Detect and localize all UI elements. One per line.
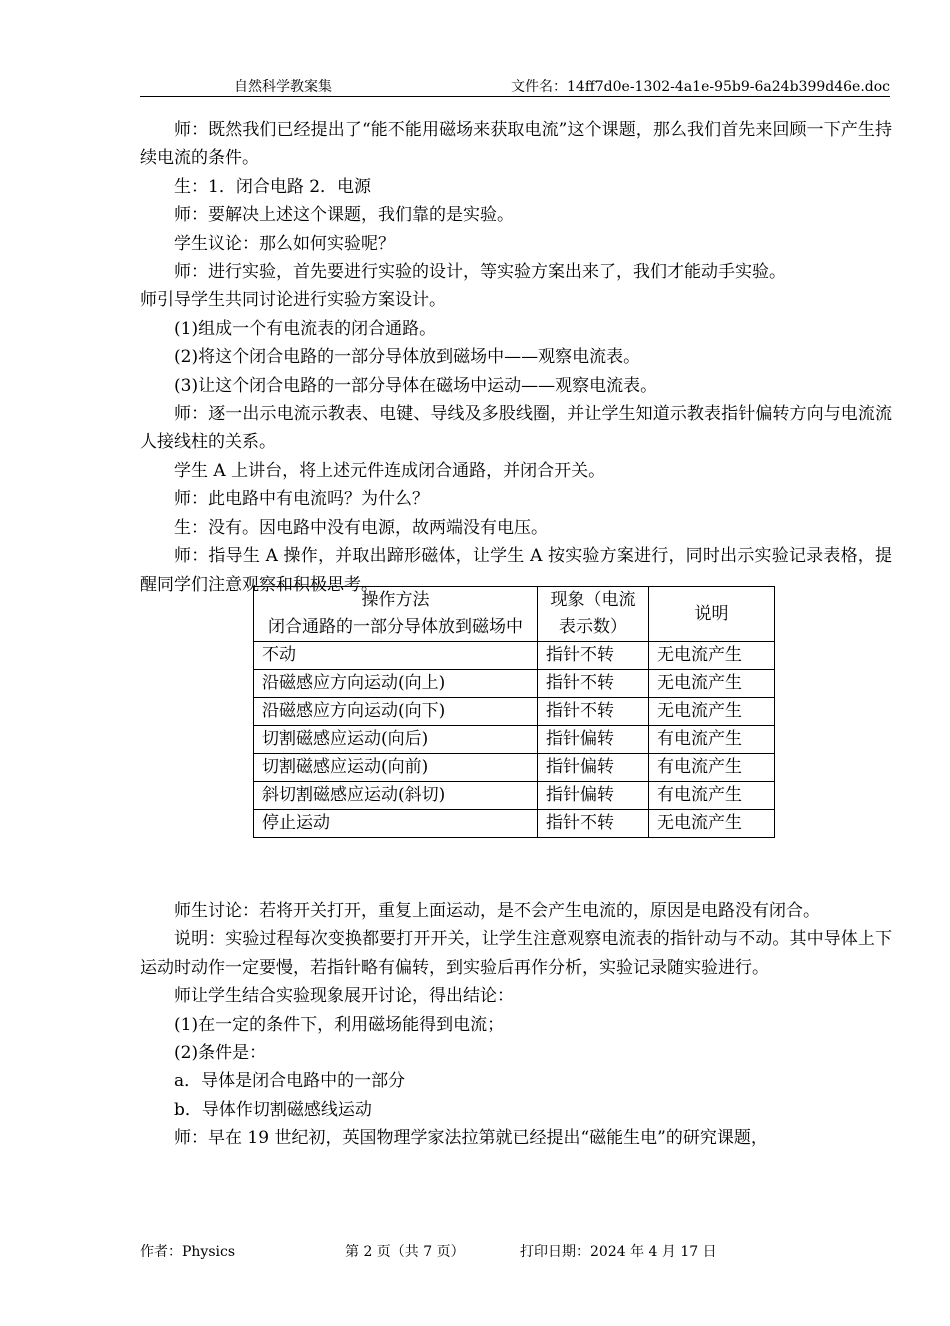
phenomenon-cell: 指针偏转 <box>538 754 649 782</box>
header-collection-title: 自然科学教案集 <box>234 79 332 95</box>
paragraph: 师：要解决上述这个课题，我们靠的是实验。 <box>174 205 514 226</box>
table-row <box>254 754 775 782</box>
phenomenon-cell: 指针偏转 <box>538 782 649 810</box>
paragraph: 学生议论：那么如何实验呢？ <box>174 233 395 254</box>
header-method-cell <box>254 587 538 642</box>
header-phenomenon: 现象（电流表示数） <box>538 587 649 642</box>
paragraph: 师：逐一出示电流示教表、电键、导线及多股线圈，并让学生知道示教表指针偏转方向与电流流人接线柱的关系。 <box>140 404 892 453</box>
document-body-continued <box>140 897 892 1153</box>
phenomenon-cell: 指针不转 <box>538 698 649 726</box>
phenomenon-cell: 指针不转 <box>538 810 649 838</box>
method-cell: 切割磁感应运动(向后) <box>254 726 538 754</box>
table-row <box>254 670 775 698</box>
header-filename: 文件名：14ff7d0e-1302-4a1e-95b9-6a24b399d46e.doc <box>511 79 890 95</box>
note-cell: 无电流产生 <box>649 698 775 726</box>
experiment-record-table <box>253 586 775 838</box>
paragraph: (1)在一定的条件下，利用磁场能得到电流； <box>174 1014 505 1035</box>
paragraph: 师：早在 19 世纪初，英国物理学家法拉第就已经提出“磁能生电”的研究课题， <box>174 1128 768 1149</box>
footer-print-date: 打印日期：2024 年 4 月 17 日 <box>520 1244 717 1260</box>
phenomenon-cell: 指针不转 <box>538 642 649 670</box>
table-row <box>254 726 775 754</box>
table-row <box>254 642 775 670</box>
table-header-row <box>254 587 775 642</box>
footer-page-number: 第 2 页（共 7 页） <box>345 1244 465 1260</box>
paragraph: b．导体作切割磁感线运动 <box>174 1099 372 1120</box>
method-cell: 不动 <box>254 642 538 670</box>
paragraph: 学生 A 上讲台，将上述元件连成闭合通路，并闭合开关。 <box>174 460 606 481</box>
table-row <box>254 810 775 838</box>
paragraph: (2)将这个闭合电路的一部分导体放到磁场中——观察电流表。 <box>174 347 641 368</box>
note-cell: 无电流产生 <box>649 810 775 838</box>
page-header <box>140 72 890 97</box>
paragraph: 师让学生结合实验现象展开讨论，得出结论： <box>174 986 514 1007</box>
note-cell: 无电流产生 <box>649 642 775 670</box>
paragraph: 生：没有。因电路中没有电源，故两端没有电压。 <box>174 517 548 538</box>
note-cell: 有电流产生 <box>649 726 775 754</box>
method-cell: 沿磁感应方向运动(向下) <box>254 698 538 726</box>
paragraph: 生：1．闭合电路 2．电源 <box>174 176 372 197</box>
paragraph: 师生讨论：若将开关打开，重复上面运动，是不会产生电流的，原因是电路没有闭合。 <box>174 901 820 921</box>
paragraph: 师：此电路中有电流吗？为什么？ <box>174 489 429 510</box>
paragraph: 师：进行实验，首先要进行实验的设计，等实验方案出来了，我们才能动手实验。 <box>174 262 786 283</box>
table-row <box>254 782 775 810</box>
phenomenon-cell: 指针偏转 <box>538 726 649 754</box>
phenomenon-cell: 指针不转 <box>538 670 649 698</box>
paragraph: 师：指导生 A 操作，并取出蹄形磁体，让学生 A 按实验方案进行，同时出示实验记录表格，提醒同学们注意观察和积极思考。 <box>140 546 892 595</box>
paragraph: (1)组成一个有电流表的闭合通路。 <box>174 318 437 339</box>
paragraph: a．导体是闭合电路中的一部分 <box>174 1071 406 1092</box>
header-method-subtitle: 闭合通路的一部分导体放到磁场中 <box>268 617 523 637</box>
method-cell: 停止运动 <box>254 810 538 838</box>
method-cell: 切割磁感应运动(向前) <box>254 754 538 782</box>
document-body <box>140 116 892 599</box>
header-method-title: 操作方法 <box>361 590 430 610</box>
table-row <box>254 698 775 726</box>
note-cell: 无电流产生 <box>649 670 775 698</box>
note-cell: 有电流产生 <box>649 754 775 782</box>
method-cell: 沿磁感应方向运动(向上) <box>254 670 538 698</box>
paragraph: 师：既然我们已经提出了“能不能用磁场来获取电流”这个课题，那么我们首先来回顾一下产生持续电流的条件。 <box>140 120 892 169</box>
paragraph: (3)让这个闭合电路的一部分导体在磁场中运动——观察电流表。 <box>174 375 658 396</box>
method-cell: 斜切割磁感应运动(斜切) <box>254 782 538 810</box>
paragraph: 说明：实验过程每次变换都要打开开关，让学生注意观察电流表的指针动与不动。其中导体上下运动时动作一定要慢，若指针略有偏转，到实验后再作分析，实验记录随实验进行。 <box>140 929 892 978</box>
paragraph: 师引导学生共同讨论进行实验方案设计。 <box>140 290 446 311</box>
note-cell: 有电流产生 <box>649 782 775 810</box>
paragraph: (2)条件是： <box>174 1043 267 1064</box>
header-note: 说明 <box>649 587 775 642</box>
footer-author: 作者：Physics <box>140 1244 236 1260</box>
